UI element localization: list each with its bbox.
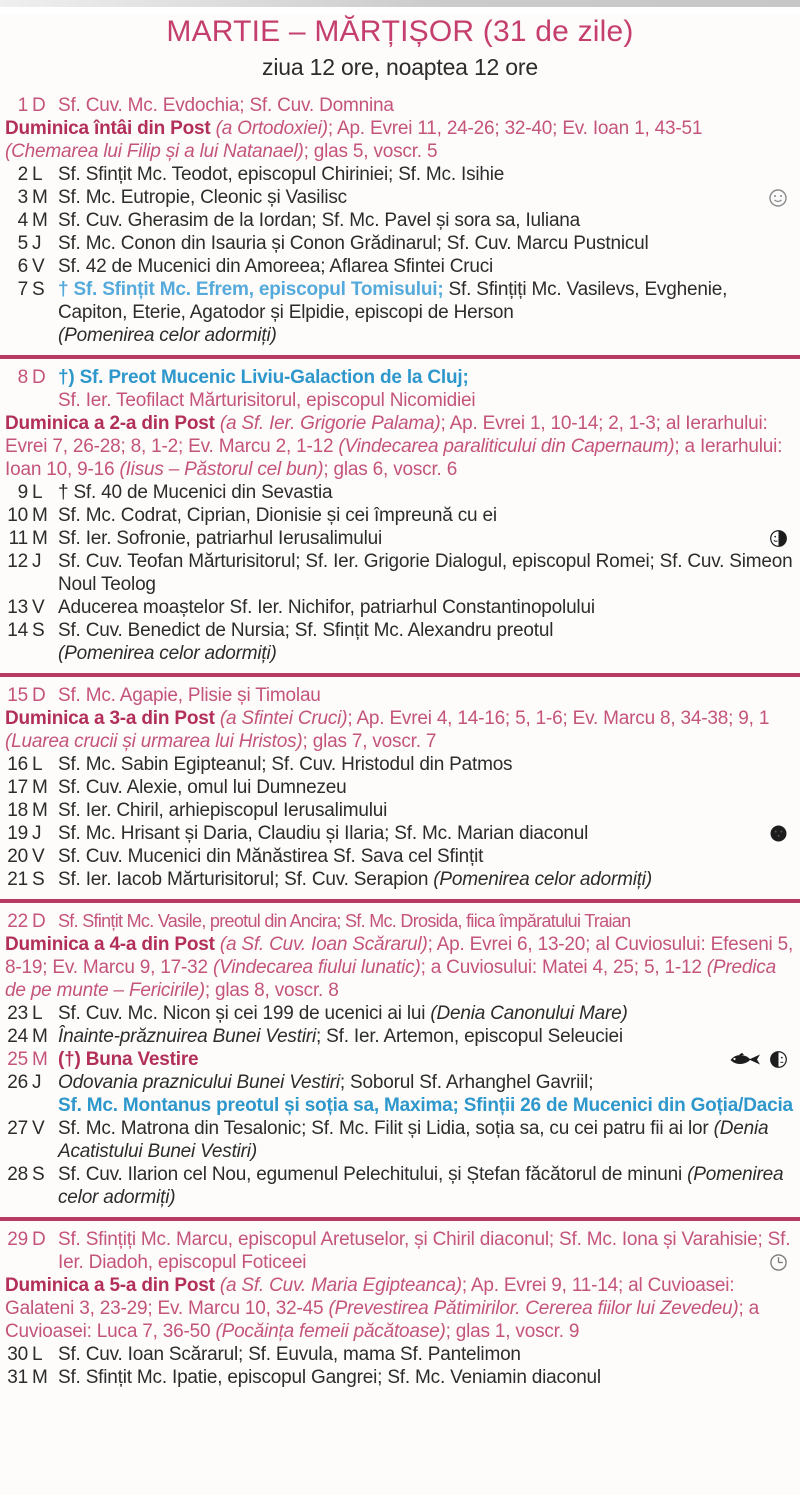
text-segment: (Pomenirea celor adormiți) bbox=[58, 325, 277, 346]
text-segment: Înainte-prăznuirea Bunei Vestiri bbox=[58, 1026, 316, 1047]
text-segment: Sf. Ier. Chiril, arhiepiscopul Ierusalimului bbox=[58, 800, 388, 821]
text-segment: Aducerea moaștelor Sf. Ier. Nichifor, patriarhul Constantinopolului bbox=[58, 597, 595, 618]
day-entry-text bbox=[58, 94, 796, 117]
weekday-letter: J bbox=[32, 823, 42, 844]
day-number: 10 bbox=[7, 505, 28, 526]
clock-icon bbox=[769, 1253, 788, 1272]
day-row-5 bbox=[0, 232, 800, 255]
text-segment: ; Ap. Evrei 1, 10-14; 2, 1-3; al Ierarhului: Evrei 7, 26-28; 8, 1-2; Ev. Marcu 2, 1-12 bbox=[5, 413, 768, 457]
weekday-letter: V bbox=[32, 597, 45, 618]
text-segment: ; Soborul Sf. Arhanghel Gavriil; bbox=[339, 1072, 594, 1093]
day-entry-text bbox=[58, 868, 796, 891]
weekday-letter: D bbox=[32, 1229, 46, 1250]
text-segment: (a Ortodoxiei) bbox=[215, 118, 328, 139]
weekday-letter: S bbox=[32, 279, 45, 300]
calendar-body bbox=[0, 94, 800, 1389]
day-entry-text bbox=[58, 209, 796, 232]
text-segment: † Sf. 40 de Mucenici din Sevastia bbox=[58, 482, 333, 503]
scan-edge-artifact bbox=[0, 0, 800, 7]
text-segment: Sf. Cuv. Mucenici din Mănăstirea Sf. Sava cel Sfințit bbox=[58, 846, 484, 867]
sunday-liturgical-paragraph bbox=[0, 117, 800, 163]
text-segment: Sf. 42 de Mucenici din Amoreea; Aflarea Sfintei Cruci bbox=[58, 256, 494, 277]
day-icons bbox=[769, 822, 788, 845]
weekday-letter: M bbox=[32, 1367, 48, 1388]
weekday-letter: D bbox=[32, 911, 46, 932]
day-number: 11 bbox=[8, 528, 28, 549]
text-segment: ; glas 1, voscr. 9 bbox=[445, 1321, 580, 1342]
weekday-letter: D bbox=[32, 367, 46, 388]
day-number: 4 bbox=[17, 210, 28, 231]
weekday-letter: J bbox=[32, 551, 42, 572]
text-segment: Sf. Mc. Hrisant și Daria, Claudiu și Ilaria; Sf. Mc. Marian diaconul bbox=[58, 823, 589, 844]
text-segment: Sf. Sfințit Mc. Ipatie, episcopul Gangrei; Sf. Mc. Veniamin diaconul bbox=[58, 1367, 601, 1388]
text-segment: ; glas 7, voscr. 7 bbox=[302, 731, 437, 752]
text-segment: (Pomenirea celor adormiți) bbox=[58, 1164, 784, 1208]
day-number: 6 bbox=[17, 256, 28, 277]
day-row-27 bbox=[0, 1117, 800, 1163]
day-icons bbox=[769, 527, 788, 550]
day-entry-text bbox=[58, 845, 796, 868]
day-row-10 bbox=[0, 504, 800, 527]
day-number: 25 bbox=[7, 1049, 28, 1070]
sunday-liturgical-paragraph bbox=[0, 707, 800, 753]
text-segment: (Iisus – Păstorul cel bun) bbox=[119, 459, 324, 480]
day-row-18 bbox=[0, 799, 800, 822]
page-title: MARTIE – MĂRȚIȘOR (31 de zile) bbox=[166, 15, 634, 48]
day-row-16 bbox=[0, 753, 800, 776]
text-segment: Duminica întâi din Post bbox=[5, 118, 216, 139]
text-segment: Sf. Ier. Iacob Mărturisitorul; Sf. Cuv. Serapion bbox=[58, 869, 434, 890]
section-separator bbox=[0, 673, 800, 677]
weekday-letter: S bbox=[32, 869, 45, 890]
day-row-7 bbox=[0, 278, 800, 347]
day-row-28 bbox=[0, 1163, 800, 1209]
sunday-liturgical-paragraph bbox=[0, 933, 800, 1002]
day-icons bbox=[768, 186, 788, 209]
text-segment: † Sf. Sfințit Mc. Efrem, episcopul Tomisului; bbox=[58, 279, 449, 300]
day-row-11 bbox=[0, 527, 800, 550]
text-segment: Sf. Mc. Eutropie, Cleonic și Vasilisc bbox=[58, 187, 347, 208]
fish-icon bbox=[728, 1052, 762, 1067]
sunday-liturgical-paragraph bbox=[0, 1274, 800, 1343]
text-segment: (Predica de pe munte – Fericirile) bbox=[5, 957, 776, 1001]
text-segment: Sf. Ier. Teofilact Mărturisitorul, episcopul Nicomidiei bbox=[58, 390, 476, 411]
text-segment: (a Sf. Cuv. Ioan Scărarul) bbox=[219, 934, 428, 955]
text-segment: Sf. Mc. Montanus preotul și soția sa, Maxima; Sfinții 26 de Mucenici din Goția/Dacia bbox=[58, 1095, 793, 1116]
day-entry-text bbox=[58, 527, 796, 550]
text-segment: ; Ap. Evrei 11, 24-26; 32-40; Ev. Ioan 1, 43-51 bbox=[327, 118, 703, 139]
text-segment: Duminica a 2-a din Post bbox=[5, 413, 220, 434]
day-number: 27 bbox=[7, 1118, 28, 1139]
text-segment: ; Ap. Evrei 6, 13-20; al Cuviosului: Efeseni 5, 8-19; Ev. Marcu 9, 17-32 bbox=[5, 934, 794, 978]
text-segment: (Denia Canonului Mare) bbox=[430, 1003, 628, 1024]
day-entry-text bbox=[58, 1163, 796, 1209]
day-entry-text bbox=[58, 619, 796, 665]
day-number: 8 bbox=[17, 367, 28, 388]
day-row-2 bbox=[0, 163, 800, 186]
section-separator bbox=[0, 1217, 800, 1221]
day-number: 15 bbox=[7, 685, 28, 706]
text-segment: Sf. Cuv. Benedict de Nursia; Sf. Sfințit Mc. Alexandru preotul bbox=[58, 620, 554, 641]
day-row-9 bbox=[0, 481, 800, 504]
text-segment: Duminica a 5-a din Post bbox=[5, 1275, 220, 1296]
text-segment: ; Ap. Evrei 9, 11-14; al Cuvioasei: Galateni 3, 23-29; Ev. Marcu 10, 32-45 bbox=[5, 1275, 735, 1319]
day-row-14 bbox=[0, 619, 800, 665]
day-row-26 bbox=[0, 1071, 800, 1117]
text-segment: (Pomenirea celor adormiți) bbox=[58, 643, 277, 664]
day-entry-text bbox=[58, 1228, 796, 1274]
weekday-letter: J bbox=[32, 1072, 42, 1093]
day-row-25 bbox=[0, 1048, 800, 1071]
day-row-29 bbox=[0, 1228, 800, 1274]
text-segment: ; glas 8, voscr. 8 bbox=[204, 980, 339, 1001]
text-segment: (Luarea crucii și urmarea lui Hristos) bbox=[5, 731, 303, 752]
text-segment: ; glas 6, voscr. 6 bbox=[323, 459, 458, 480]
text-segment: Sf. Cuv. Gherasim de la Iordan; Sf. Mc. Pavel și sora sa, Iuliana bbox=[58, 210, 581, 231]
text-segment: Sf. Mc. Codrat, Ciprian, Dionisie și cei împreună cu ei bbox=[58, 505, 497, 526]
text-segment: Sf. Mc. Conon din Isauria și Conon Grădinarul; Sf. Cuv. Marcu Pustnicul bbox=[58, 233, 649, 254]
day-icons bbox=[728, 1048, 788, 1071]
day-number: 5 bbox=[17, 233, 28, 254]
day-entry-text bbox=[58, 1117, 796, 1163]
day-number: 22 bbox=[7, 911, 28, 932]
text-segment: Sf. Sfințit Mc. Vasile, preotul din Ancira; Sf. Mc. Drosida, fiica împăratului Traian bbox=[58, 911, 631, 931]
weekday-letter: M bbox=[32, 1049, 48, 1070]
weekday-letter: L bbox=[32, 164, 43, 185]
text-segment: (Vindecarea paraliticului din Capernaum) bbox=[338, 436, 675, 457]
day-number: 28 bbox=[7, 1164, 28, 1185]
weekday-letter: L bbox=[32, 754, 43, 775]
sunday-liturgical-paragraph bbox=[0, 412, 800, 481]
day-entry-text bbox=[58, 1071, 796, 1117]
text-segment: Sf. Sfințiți Mc. Vasilevs, Evghenie, Capiton, Eterie, Agatodor și Elpidie, episcopi de Herson bbox=[58, 279, 728, 323]
calendar-page bbox=[0, 14, 800, 1389]
text-segment: (Vindecarea fiului lunatic) bbox=[212, 957, 421, 978]
day-row-24 bbox=[0, 1025, 800, 1048]
last-quarter-moon-icon bbox=[769, 529, 788, 548]
weekday-letter: D bbox=[32, 95, 46, 116]
day-number: 2 bbox=[17, 164, 28, 185]
day-number: 3 bbox=[17, 187, 28, 208]
day-number: 17 bbox=[7, 777, 28, 798]
text-segment: Sf. Cuv. Ilarion cel Nou, egumenul Pelechitului, și Ștefan făcătorul de minuni bbox=[58, 1164, 688, 1185]
day-entry-text bbox=[58, 753, 796, 776]
day-entry-text bbox=[58, 481, 796, 504]
weekday-letter: M bbox=[32, 505, 48, 526]
day-row-21 bbox=[0, 868, 800, 891]
day-entry-text bbox=[58, 822, 796, 845]
day-entry-text bbox=[58, 550, 796, 596]
text-segment: Duminica a 3-a din Post bbox=[5, 708, 220, 729]
text-segment: (a Sf. Ier. Grigorie Palama) bbox=[219, 413, 441, 434]
day-entry-text bbox=[58, 255, 796, 278]
day-row-20 bbox=[0, 845, 800, 868]
text-segment: (a Sf. Cuv. Maria Egipteanca) bbox=[219, 1275, 462, 1296]
text-segment: ; a Ierarhului: Ioan 10, 9-16 bbox=[5, 436, 783, 480]
day-entry-text bbox=[58, 910, 796, 933]
day-number: 1 bbox=[17, 95, 28, 116]
weekday-letter: D bbox=[32, 685, 46, 706]
text-segment: (Prevestirea Pătimirilor. Cererea fiilor lui Zevedeu) bbox=[328, 1298, 739, 1319]
day-number: 30 bbox=[7, 1344, 28, 1365]
day-row-12 bbox=[0, 550, 800, 596]
day-number: 16 bbox=[7, 754, 28, 775]
text-segment: †) Sf. Preot Mucenic Liviu-Galaction de la Cluj; bbox=[58, 367, 469, 388]
full-moon-icon bbox=[768, 188, 788, 208]
text-segment: Sf. Sfințit Mc. Teodot, episcopul Chiriniei; Sf. Mc. Isihie bbox=[58, 164, 505, 185]
day-row-31 bbox=[0, 1366, 800, 1389]
text-segment: ; glas 5, voscr. 5 bbox=[303, 141, 438, 162]
day-number: 7 bbox=[17, 279, 28, 300]
day-entry-text bbox=[58, 1002, 796, 1025]
text-segment: Sf. Cuv. Ioan Scărarul; Sf. Euvula, mama Sf. Pantelimon bbox=[58, 1344, 521, 1365]
day-number: 21 bbox=[7, 869, 28, 890]
day-entry-text bbox=[58, 186, 796, 209]
weekday-letter: M bbox=[32, 777, 48, 798]
day-number: 23 bbox=[7, 1003, 28, 1024]
text-segment: Sf. Cuv. Alexie, omul lui Dumnezeu bbox=[58, 777, 347, 798]
weekday-letter: M bbox=[32, 528, 48, 549]
first-quarter-moon-icon bbox=[769, 1050, 788, 1069]
weekday-letter: V bbox=[32, 846, 45, 867]
day-number: 12 bbox=[7, 551, 28, 572]
day-icons bbox=[769, 1251, 788, 1274]
text-segment: Sf. Cuv. Teofan Mărturisitorul; Sf. Ier. Grigorie Dialogul, episcopul Romei; Sf. Cuv. Simeon Noul Teolog bbox=[58, 551, 793, 595]
day-row-13 bbox=[0, 596, 800, 619]
weekday-letter: S bbox=[32, 1164, 45, 1185]
day-row-19 bbox=[0, 822, 800, 845]
text-segment: Sf. Ier. Sofronie, patriarhul Ierusalimului bbox=[58, 528, 383, 549]
day-row-6 bbox=[0, 255, 800, 278]
day-entry-text bbox=[58, 366, 796, 412]
day-row-1 bbox=[0, 94, 800, 117]
text-segment: Sf. Sfințiți Mc. Marcu, episcopul Aretuselor, și Chiril diaconul; Sf. Mc. Iona și Varahisie; Sf. Ier. Diadoh, episcopul Foticeei bbox=[58, 1229, 791, 1273]
day-entry-text bbox=[58, 278, 796, 347]
weekday-letter: M bbox=[32, 210, 48, 231]
day-number: 24 bbox=[7, 1026, 28, 1047]
text-segment: Sf. Cuv. Mc. Nicon și cei 199 de ucenici ai lui bbox=[58, 1003, 431, 1024]
text-segment: ; a Cuviosului: Matei 4, 25; 5, 1-12 bbox=[420, 957, 707, 978]
new-moon-icon bbox=[769, 824, 788, 843]
weekday-letter: L bbox=[32, 1344, 43, 1365]
day-row-22 bbox=[0, 910, 800, 933]
text-segment: Odovania praznicului Bunei Vestiri bbox=[58, 1072, 340, 1093]
day-entry-text bbox=[58, 1366, 796, 1389]
day-entry-text bbox=[58, 776, 796, 799]
day-entry-text bbox=[58, 232, 796, 255]
day-entry-text bbox=[58, 1025, 796, 1048]
text-segment: Sf. Cuv. Mc. Evdochia; Sf. Cuv. Domnina bbox=[58, 95, 394, 116]
text-segment: (Denia Acatistului Bunei Vestiri) bbox=[58, 1118, 769, 1162]
day-row-4 bbox=[0, 209, 800, 232]
section-separator bbox=[0, 899, 800, 903]
text-segment: ; Sf. Ier. Artemon, episcopul Seleuciei bbox=[316, 1026, 623, 1047]
day-number: 26 bbox=[7, 1072, 28, 1093]
text-segment: ; a Cuvioasei: Luca 7, 36-50 bbox=[5, 1298, 760, 1342]
text-segment: ; Ap. Evrei 4, 14-16; 5, 1-6; Ev. Marcu 8, 34-38; 9, 1 bbox=[347, 708, 770, 729]
text-segment: Sf. Mc. Matrona din Tesalonic; Sf. Mc. Filit și Lidia, soția sa, cu cei patru fii ai lor bbox=[58, 1118, 714, 1139]
day-number: 14 bbox=[7, 620, 28, 641]
day-entry-text bbox=[58, 799, 796, 822]
day-row-15 bbox=[0, 684, 800, 707]
day-number: 13 bbox=[7, 597, 28, 618]
text-segment: Sf. Mc. Agapie, Plisie și Timolau bbox=[58, 685, 321, 706]
day-row-17 bbox=[0, 776, 800, 799]
day-number: 9 bbox=[17, 482, 28, 503]
day-entry-text bbox=[58, 596, 796, 619]
text-segment: (Pomenirea celor adormiți) bbox=[433, 869, 652, 890]
text-segment: (Chemarea lui Filip și a lui Natanael) bbox=[5, 141, 304, 162]
day-entry-text bbox=[58, 163, 796, 186]
text-segment: (a Sfintei Cruci) bbox=[219, 708, 348, 729]
text-segment: Duminica a 4-a din Post bbox=[5, 934, 220, 955]
weekday-letter: M bbox=[32, 800, 48, 821]
weekday-letter: L bbox=[32, 482, 43, 503]
day-row-3 bbox=[0, 186, 800, 209]
day-number: 31 bbox=[7, 1367, 28, 1388]
weekday-letter: M bbox=[32, 187, 48, 208]
day-number: 20 bbox=[7, 846, 28, 867]
day-number: 18 bbox=[7, 800, 28, 821]
day-row-30 bbox=[0, 1343, 800, 1366]
text-segment: (Pocăința femeii păcătoase) bbox=[215, 1321, 446, 1342]
day-entry-text bbox=[58, 684, 796, 707]
section-separator bbox=[0, 355, 800, 359]
weekday-letter: L bbox=[32, 1003, 43, 1024]
weekday-letter: V bbox=[32, 256, 45, 277]
day-entry-text bbox=[58, 1048, 796, 1071]
day-number: 19 bbox=[7, 823, 28, 844]
day-row-8 bbox=[0, 366, 800, 412]
weekday-letter: S bbox=[32, 620, 45, 641]
day-entry-text bbox=[58, 504, 796, 527]
day-row-23 bbox=[0, 1002, 800, 1025]
text-segment: Sf. Mc. Sabin Egipteanul; Sf. Cuv. Hristodul din Patmos bbox=[58, 754, 513, 775]
day-number: 29 bbox=[7, 1229, 28, 1250]
day-entry-text bbox=[58, 1343, 796, 1366]
weekday-letter: J bbox=[32, 233, 42, 254]
page-subtitle: ziua 12 ore, noaptea 12 ore bbox=[262, 54, 538, 80]
weekday-letter: M bbox=[32, 1026, 48, 1047]
text-segment: (†) Buna Vestire bbox=[58, 1049, 199, 1070]
weekday-letter: V bbox=[32, 1118, 45, 1139]
